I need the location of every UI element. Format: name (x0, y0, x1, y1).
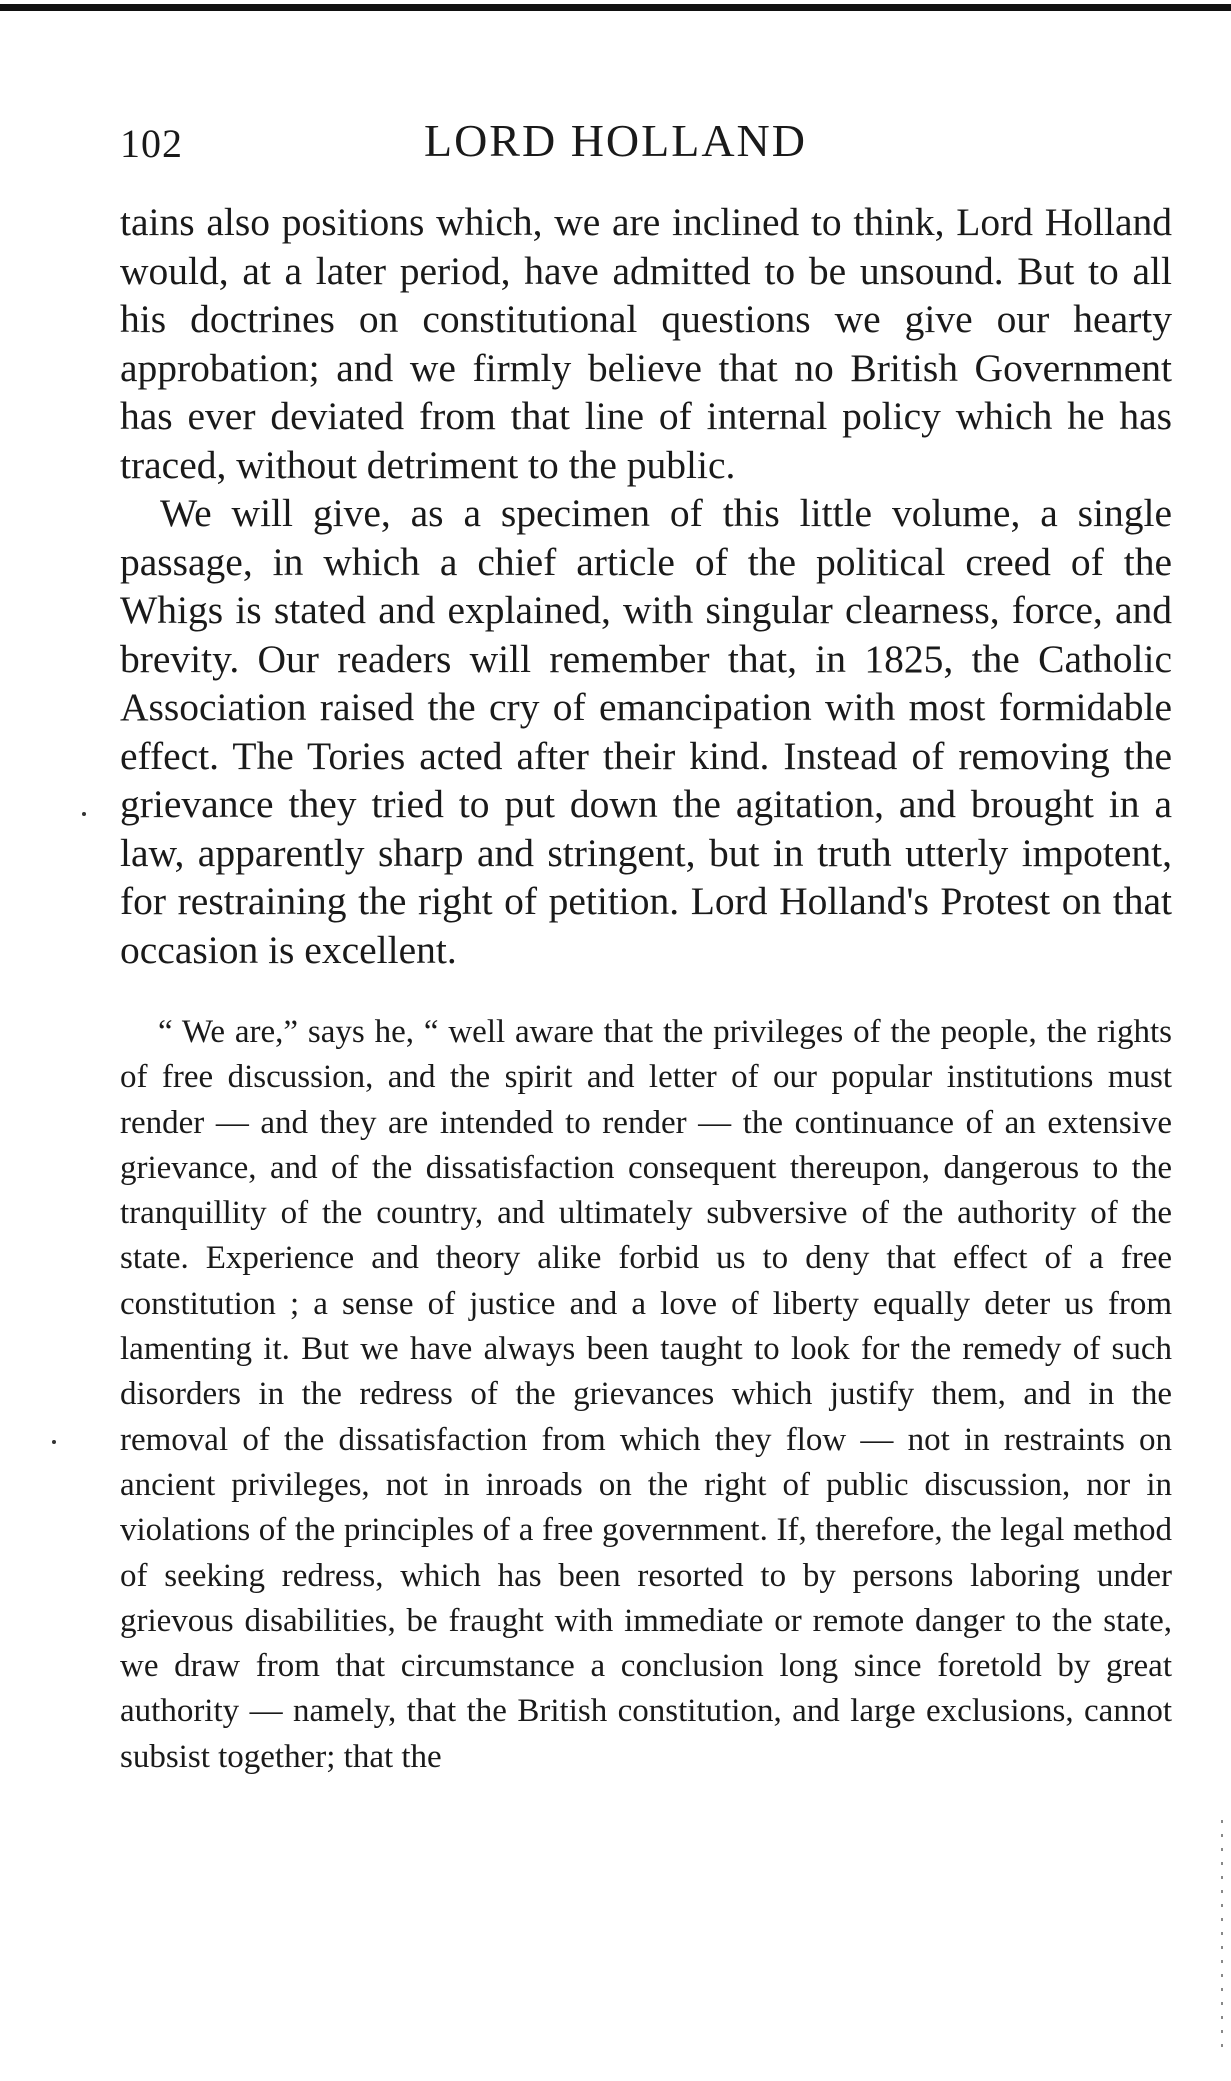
margin-speck (82, 812, 86, 816)
paragraph-continuation: tains also positions which, we are inclined to think, Lord Holland would, at a later period, have admitted to be unsound. But to all his doctrines on constitutional questions we give our hearty approbation; and we firmly believe that no British Government has ever deviated from that line of internal policy which he has traced, without detriment to the public. (120, 200, 1172, 487)
page-body (120, 198, 1172, 1813)
top-border-rule (0, 4, 1231, 11)
page-edge-dots (1221, 1820, 1223, 2050)
margin-speck (52, 1440, 56, 1444)
paragraph-specimen: We will give, as a specimen of this little volume, a single passage, in which a chief article of the political creed of the Whigs is stated and explained, with singular clearness, force, and brevity. Our readers will remember that, in 1825, the Catholic Association raised the cry of emancipation with most formidable effect. The Tories acted after their kind. Instead of removing the grievance they tried to put down the agitation, and brought in a law, apparently sharp and stringent, but in truth utterly impotent, for restraining the right of petition. Lord Holland's Protest on that occasion is excellent. (120, 491, 1172, 972)
page-number: 102 (120, 121, 183, 166)
block-quotation: “ We are,” says he, “ well aware that the privileges of the people, the rights of free discussion, and the spirit and letter of our popular institutions must render — and they are intended to render — the continuance of an extensive grievance, and of the dissatisfaction consequent thereupon, dangerous to the tranquillity of the country, and ultimately subversive of the authority of the state. Experience and theory alike forbid us to deny that effect of a free constitution ; a sense of justice and a love of liberty equally deter us from lamenting it. But we have always been taught to look for the remedy of such disorders in the redress of the grievances which justify them, and in the removal of the dissatisfaction from which they flow — not in restraints on ancient privileges, not in inroads on the right of public discussion, nor in violations of the principles of a free government. If, therefore, the legal method of seeking redress, which has been resorted to by persons laboring under grievous disabilities, be fraught with immediate or remote danger to the state, we draw from that circumstance a conclusion long since foretold by great authority — namely, that the British constitution, and large exclusions, cannot subsist together; that the (120, 1014, 1172, 1775)
running-title: LORD HOLLAND (423, 115, 807, 166)
